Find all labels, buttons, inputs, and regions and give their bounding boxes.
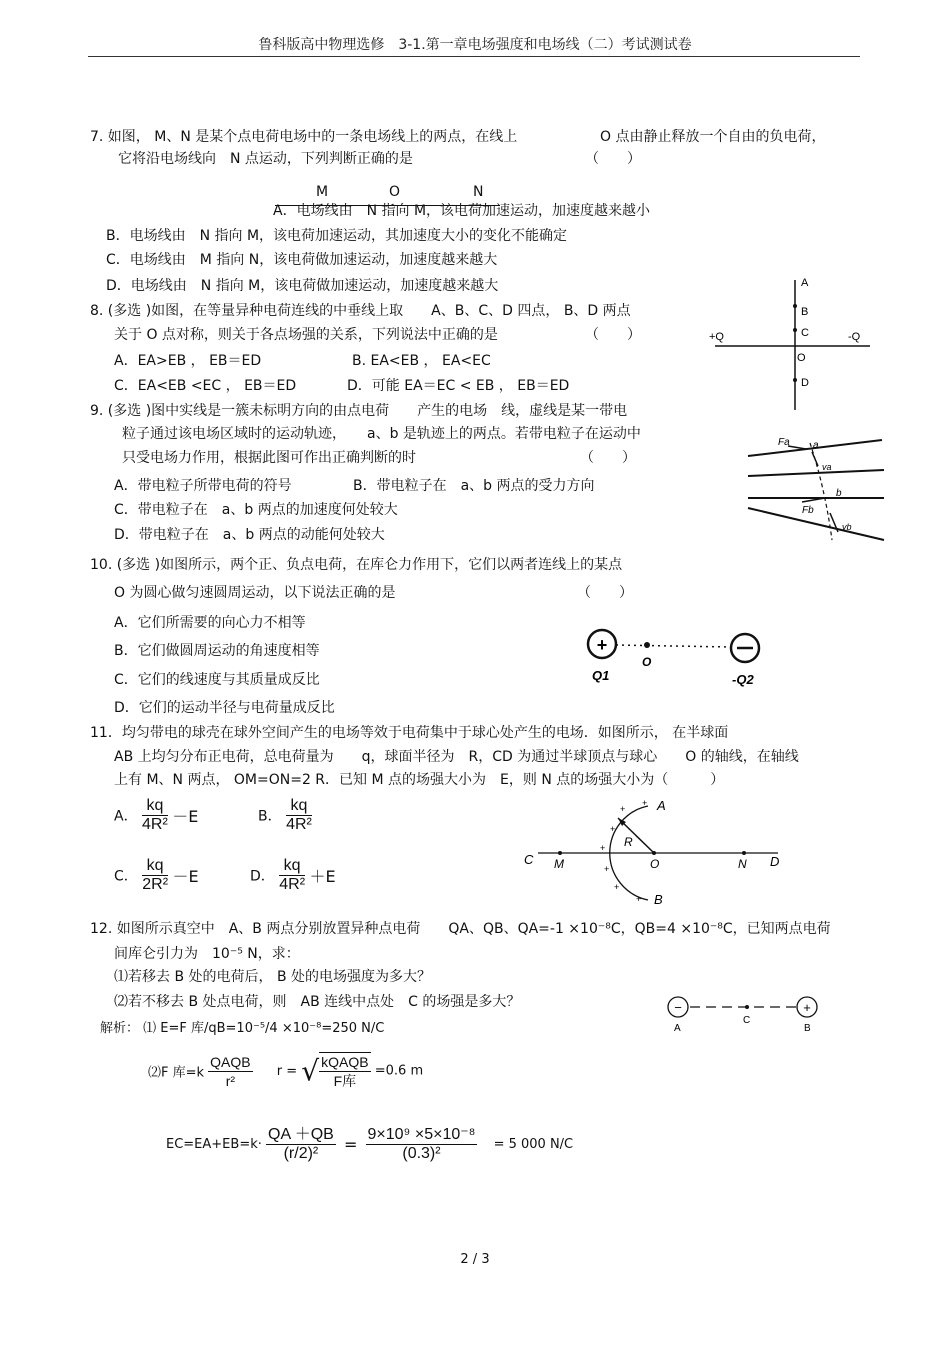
q9-paren: （ ） <box>580 450 636 466</box>
q11-c-num: kq <box>142 857 168 876</box>
svg-text:+: + <box>642 798 648 808</box>
q11-b-num: kq <box>286 797 312 816</box>
svg-text:+: + <box>614 882 620 892</box>
q7-paren: （ ） <box>585 151 641 167</box>
svg-text:+: + <box>636 894 642 904</box>
q8-fig-c: C <box>801 327 809 339</box>
q11-stem-1: 11．均匀带电的球壳在球外空间产生的电场等效于电荷集中于球心处产生的电场．如图所示， 在半球面 <box>90 725 729 741</box>
q9-stem-3: 只受电场力作用，根据此图可作出正确判断的时 <box>122 450 416 466</box>
q12-ans2-rnum: kQAQB <box>321 1054 369 1070</box>
q9-fig-a: a <box>813 440 819 451</box>
page-number: 2 / 3 <box>460 1252 490 1267</box>
q8-fig-a: A <box>801 277 809 289</box>
q10-option-a: A．它们所需要的向心力不相等 <box>114 615 306 631</box>
q12-ans3-fraction <box>266 1126 336 1163</box>
q11-stem-2: AB 上均匀分布正电荷，总电荷量为 q，球面半径为 R，CD 为通过半球顶点与球心 O 的轴线，在轴线 <box>114 749 799 765</box>
q11-option-d <box>250 857 336 894</box>
q9-option-c: C．带电粒子在 a、b 两点的加速度何处较大 <box>114 502 398 518</box>
q8-fig-o: O <box>797 352 806 364</box>
q11-c-den: 2R² <box>142 876 169 893</box>
q9-stem-2: 粒子通过该电场区域时的运动轨迹， a、b 是轨迹上的两点。若带电粒子在运动中 <box>122 426 641 442</box>
q11-c-fraction <box>142 857 168 894</box>
q7-option-b: B．电场线由 N 指向 M，该电荷加速运动，其加速度大小的变化不能确定 <box>106 228 568 244</box>
page-header: 鲁科版高中物理选修 3-1.第一章电场强度和电场线（二）考试测试卷 <box>258 37 692 53</box>
q11-fig-a: A <box>657 798 666 813</box>
q11-fig-o: O <box>650 857 660 871</box>
q9-option-a: A．带电粒子所带电荷的符号 <box>114 478 292 494</box>
q12-ans2-r: r = <box>276 1063 298 1079</box>
q8-fig-d: D <box>801 377 809 389</box>
q7-stem-1: 7. 如图， M、N 是某个点电荷电场中的一条电场线上的两点，在线上 <box>90 129 518 145</box>
q12-ans3-eq: = <box>343 1135 358 1154</box>
q8-stem-1: 8. (多选 )如图，在等量异种电荷连线的中垂线上取 A、B、C、D 四点， B、D 两点 <box>90 303 631 319</box>
q7-stem-2: 它将沿电场线向 N 点运动，下列判断正确的是 <box>118 151 413 167</box>
q7-option-c: C．电场线由 M 指向 N，该电荷做加速运动，加速度越来越大 <box>106 252 498 268</box>
q12-stem-2: 间库仑引力为 10⁻⁵ N，求： <box>114 946 300 962</box>
q9-fig-fa: Fa <box>778 437 790 448</box>
q10-paren: （ ） <box>577 585 633 601</box>
q11-a-num: kq <box>142 797 168 816</box>
q10-figure <box>580 626 780 688</box>
q12-sub-1: ⑴若移去 B 处的电荷后， B 处的电场强度为多大？ <box>114 969 432 985</box>
sqrt-icon: √ <box>301 1054 320 1088</box>
q11-option-b <box>258 797 312 834</box>
q10-stem-1: 10. (多选 )如图所示，两个正、负点电荷，在库仑力作用下，它们以两者连线上的某点 <box>90 557 623 573</box>
header-rule <box>88 56 860 57</box>
q12-ans3-res: = 5 000 N/C <box>493 1137 574 1152</box>
q8-option-c: C．EA<EB <EC ， EB＝ED <box>114 378 297 394</box>
q8-option-d: D．可能 EA＝EC < EB ， EB＝ED <box>347 378 570 394</box>
q11-d-den: 4R² <box>279 876 306 893</box>
q12-ans2-den: r² <box>225 1072 236 1089</box>
q7-option-a: A．电场线由 N 指向 M，该电荷加速运动，加速度越来越小 <box>273 203 651 219</box>
q10-option-b: B．它们做圆周运动的角速度相等 <box>114 643 320 659</box>
q9-fig-fb: Fb <box>802 505 814 516</box>
q10-fig-q2: -Q2 <box>732 672 754 687</box>
q12-ans2-rfraction <box>319 1052 370 1090</box>
q12-ans3-fraction2 <box>366 1126 478 1163</box>
q9-option-b: B．带电粒子在 a、b 两点的受力方向 <box>353 478 595 494</box>
q12-ans2-rden: F库 <box>333 1073 357 1089</box>
q11-stem-3: 上有 M、N 两点， OM=ON=2 R．已知 M 点的场强大小为 E，则 N 点的场强大小为（ ） <box>114 772 725 788</box>
q7-fig-n: N <box>473 184 484 200</box>
q11-d-num: kq <box>279 857 305 876</box>
q11-b-fraction <box>286 797 312 834</box>
q8-fig-plus: +Q <box>709 331 724 343</box>
q12-ans3-num: QA ＋QB <box>268 1126 334 1143</box>
q8-fig-minus: -Q <box>848 331 861 343</box>
q12-fig-plus: + <box>803 1000 811 1015</box>
svg-text:+: + <box>596 635 608 655</box>
q9-fig-va: va <box>822 462 832 472</box>
q12-ans3-den2: (0.3)² <box>402 1145 441 1162</box>
svg-text:+: + <box>620 804 626 814</box>
q11-fig-m: M <box>554 857 564 871</box>
q12-ans3-left: EC=EA+EB=k· <box>166 1137 262 1152</box>
q8-option-b: B. EA<EB ， EA<EC <box>352 353 491 369</box>
q11-d-tail: ＋E <box>309 867 336 886</box>
q9-stem-1: 9. (多选 )图中实线是一簇未标明方向的由点电荷 产生的电场 线，虚线是某一带电 <box>90 403 628 419</box>
q7-fig-m: M <box>316 184 329 200</box>
q9-fig-vb: vb <box>842 522 852 532</box>
q12-ans2-res: =0.6 m <box>374 1063 424 1079</box>
q11-a-fraction <box>142 797 168 834</box>
q11-a-label: A． <box>114 808 138 825</box>
q11-fig-b: B <box>654 892 663 907</box>
q8-paren: （ ） <box>585 327 641 343</box>
q10-fig-q1: Q1 <box>592 668 610 683</box>
q11-a-tail: －E <box>172 807 199 826</box>
q12-stem-1: 12. 如图所示真空中 A、B 两点分别放置异种点电荷 QA、QB、QA=-1 ×10⁻⁸C，QB=4 ×10⁻⁸C，已知两点电荷 <box>90 921 831 937</box>
q11-d-fraction <box>279 857 305 894</box>
q9-option-d: D．带电粒子在 a、b 两点的动能何处较大 <box>114 527 385 543</box>
q10-fig-o: O <box>642 655 652 669</box>
q11-c-label: C． <box>114 868 138 885</box>
q8-stem-2: 关于 O 点对称，则关于各点场强的关系，下列说法中正确的是 <box>114 327 498 343</box>
svg-text:+: + <box>600 843 606 853</box>
q10-stem-2: O 为圆心做匀速圆周运动，以下说法正确的是 <box>114 585 396 601</box>
q12-answer-1: 解析： ⑴ E=F 库/qB=10⁻⁵/4 ×10⁻⁸=250 N/C <box>100 1021 385 1036</box>
q8-option-a: A．EA>EB ， EB＝ED <box>114 353 262 369</box>
q12-answer-3 <box>166 1126 573 1163</box>
q11-option-a <box>114 797 198 834</box>
q12-fig-a: A <box>674 1023 681 1034</box>
svg-text:+: + <box>604 864 610 874</box>
q11-fig-c: C <box>524 852 534 867</box>
q7-stem-1b: O 点由静止释放一个自由的负电荷， <box>600 129 826 145</box>
q12-sub-2: ⑵若不移去 B 处点电荷，则 AB 连线中点处 C 的场强是多大？ <box>114 994 521 1010</box>
q11-fig-n: N <box>738 857 747 871</box>
q12-fig-b: B <box>804 1023 811 1034</box>
q11-b-label: B． <box>258 808 282 825</box>
q11-b-den: 4R² <box>286 816 312 833</box>
q11-option-c <box>114 857 199 894</box>
q11-c-tail: －E <box>172 867 199 886</box>
q7-option-d: D．电场线由 N 指向 M，该电荷做加速运动，加速度越来越大 <box>106 278 499 294</box>
q8-fig-b: B <box>801 306 809 318</box>
q10-option-c: C．它们的线速度与其质量成反比 <box>114 672 320 688</box>
q12-ans2-num: QAQB <box>210 1053 251 1070</box>
svg-text:+: + <box>610 824 616 834</box>
q8-figure <box>705 268 875 418</box>
q11-fig-r: R <box>624 835 633 849</box>
q12-ans2-fraction <box>208 1053 252 1090</box>
q9-figure <box>740 428 890 546</box>
q7-fig-o: O <box>389 184 401 200</box>
q12-fig-c: C <box>743 1015 751 1026</box>
q10-option-d: D．它们的运动半径与电荷量成反比 <box>114 700 335 716</box>
q11-fig-d: D <box>770 854 780 869</box>
q12-fig-minus: − <box>674 1000 682 1015</box>
q12-ans2-left: ⑵F 库=k <box>148 1065 205 1081</box>
q12-figure <box>664 993 824 1035</box>
q9-fig-b: b <box>836 488 842 499</box>
q11-d-label: D． <box>250 868 275 885</box>
q11-figure <box>520 796 790 908</box>
q11-a-den: 4R² <box>142 816 168 833</box>
q12-ans3-num2: 9×10⁹ ×5×10⁻⁸ <box>367 1126 476 1143</box>
q12-ans3-den: (r/2)² <box>283 1145 319 1162</box>
q12-answer-2 <box>148 1052 423 1090</box>
